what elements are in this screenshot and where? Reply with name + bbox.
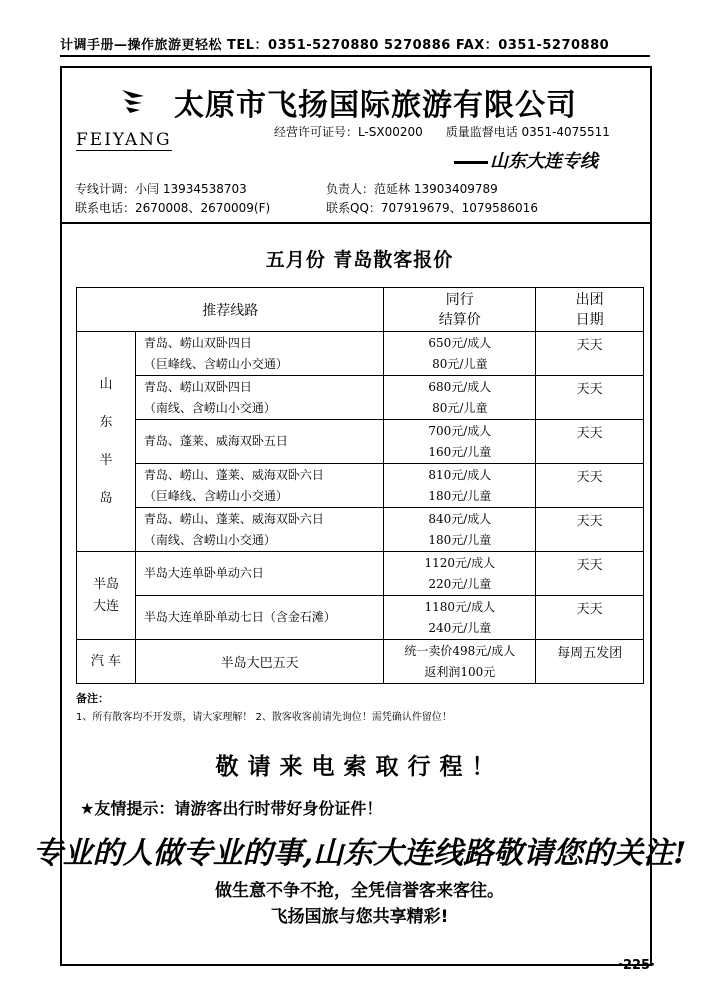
adult-price: 700元/成人 — [428, 423, 492, 438]
child-price: 160元/儿童 — [428, 444, 492, 459]
motto-line-2: 飞扬国旅与您共享精彩! — [270, 907, 449, 927]
route-cell — [135, 640, 384, 684]
route-cell — [135, 508, 384, 552]
header-divider — [60, 222, 652, 224]
child-price: 80元/儿童 — [432, 356, 488, 371]
table-row — [77, 596, 644, 640]
adult-price: 1120元/成人 — [424, 555, 496, 570]
adult-price: 1180元/成人 — [424, 599, 496, 614]
route-name: 青岛、崂山双卧四日 — [143, 379, 252, 394]
departure-cell: 天天 — [536, 508, 644, 552]
itinerary-request: 敬请来电索取行程！ — [215, 754, 504, 780]
departure-cell: 天天 — [536, 420, 644, 464]
header-price: 同行 结算价 — [384, 288, 536, 332]
region-cell: 汽 车 — [77, 640, 136, 684]
route-name: 青岛、蓬莱、威海双卧五日 — [143, 434, 288, 448]
adult-price: 680元/成人 — [428, 379, 492, 394]
region-cell: 山 东 半 岛 — [77, 332, 136, 552]
route-detail: （巨峰线、含崂山小交通） — [143, 488, 288, 503]
motto-line-1: 做生意不争不抢，全凭信誉客来客往。 — [215, 881, 504, 901]
adult-price: 840元/成人 — [428, 511, 492, 526]
price-cell — [384, 332, 536, 376]
contact-manager: 负责人：范延林 13903409789 — [326, 182, 498, 196]
contact-planner: 专线计调：小闫 13934538703 — [75, 182, 247, 196]
adult-price: 650元/成人 — [428, 335, 492, 350]
departure-cell: 天天 — [536, 596, 644, 640]
route-name: 青岛、崂山双卧四日 — [143, 335, 252, 350]
table-header-row — [77, 288, 644, 332]
child-price: 220元/儿童 — [428, 576, 492, 591]
price-cell — [384, 420, 536, 464]
route-name: 青岛、崂山、蓬莱、威海双卧六日 — [143, 511, 324, 526]
departure-cell: 天天 — [536, 376, 644, 420]
route-name: 半岛大连单卧单动七日（含金石滩） — [143, 610, 336, 624]
table-row — [77, 552, 644, 596]
adult-price: 810元/成人 — [428, 467, 492, 482]
route-cell — [135, 376, 384, 420]
table-row — [77, 332, 644, 376]
route-cell — [135, 332, 384, 376]
adult-price: 统一卖价498元/成人 — [404, 643, 516, 658]
dash-decoration — [454, 161, 488, 164]
swallow-logo-icon — [118, 86, 148, 116]
child-price: 80元/儿童 — [432, 400, 488, 415]
notes-label: 备注： — [76, 692, 109, 705]
price-cell — [384, 464, 536, 508]
notes-text: 1、所有散客均不开发票，请大家理解！ 2、散客收客前请先询位！需凭确认件留位！ — [76, 712, 452, 723]
table-row — [77, 376, 644, 420]
price-table — [76, 287, 644, 684]
contact-phone: 联系电话：2670008、2670009(F) — [75, 201, 271, 215]
child-price: 返利润100元 — [424, 664, 496, 679]
route-name: 青岛、崂山、蓬莱、威海双卧六日 — [143, 467, 324, 482]
table-row — [77, 464, 644, 508]
table-row — [77, 640, 644, 684]
price-cell — [384, 596, 536, 640]
table-row — [77, 508, 644, 552]
departure-cell: 天天 — [536, 464, 644, 508]
page-number: ·225· — [618, 958, 656, 973]
special-line-text: 山东大连专线 — [490, 151, 598, 172]
child-price: 180元/儿童 — [428, 532, 492, 547]
route-detail: （巨峰线、含崂山小交通） — [143, 356, 288, 371]
header-departure: 出团 日期 — [536, 288, 644, 332]
license-number: 经营许可证号：L-SX00200 — [274, 125, 423, 139]
table-row — [77, 420, 644, 464]
slogan: 专业的人做专业的事,山东大连线路敬请您的关注! — [32, 836, 687, 871]
price-cell — [384, 376, 536, 420]
logo-underline — [76, 150, 172, 151]
route-cell — [135, 596, 384, 640]
special-line-title — [454, 147, 598, 173]
route-cell — [135, 464, 384, 508]
route-cell — [135, 420, 384, 464]
header-route: 推荐线路 — [77, 288, 384, 332]
running-header: 计调手册—操作旅游更轻松 TEL：0351-5270880 5270886 FAX：0351-5270880 — [60, 34, 650, 57]
logo-wordmark: FEIYANG — [76, 130, 172, 150]
region-cell: 半岛 大连 — [77, 552, 136, 640]
quality-phone: 质量监督电话 0351-4075511 — [445, 125, 610, 139]
price-sheet-title: 五月份 青岛散客报价 — [265, 249, 454, 271]
company-name: 太原市飞扬国际旅游有限公司 — [174, 88, 577, 123]
friendly-tip: ★友情提示：请游客出行时带好身份证件！ — [80, 799, 383, 818]
departure-cell: 天天 — [536, 552, 644, 596]
child-price: 180元/儿童 — [428, 488, 492, 503]
departure-cell: 每周五发团 — [536, 640, 644, 684]
route-detail: （南线、含崂山小交通） — [143, 400, 276, 415]
route-name: 半岛大连单卧单动六日 — [143, 566, 264, 580]
route-detail: （南线、含崂山小交通） — [143, 532, 276, 547]
route-cell — [135, 552, 384, 596]
price-cell — [384, 640, 536, 684]
price-cell — [384, 508, 536, 552]
price-cell — [384, 552, 536, 596]
notes — [76, 689, 452, 727]
child-price: 240元/儿童 — [428, 620, 492, 635]
route-name: 半岛大巴五天 — [220, 656, 299, 671]
license-info — [274, 123, 610, 140]
contact-qq: 联系QQ：707919679、1079586016 — [326, 201, 538, 215]
departure-cell: 天天 — [536, 332, 644, 376]
